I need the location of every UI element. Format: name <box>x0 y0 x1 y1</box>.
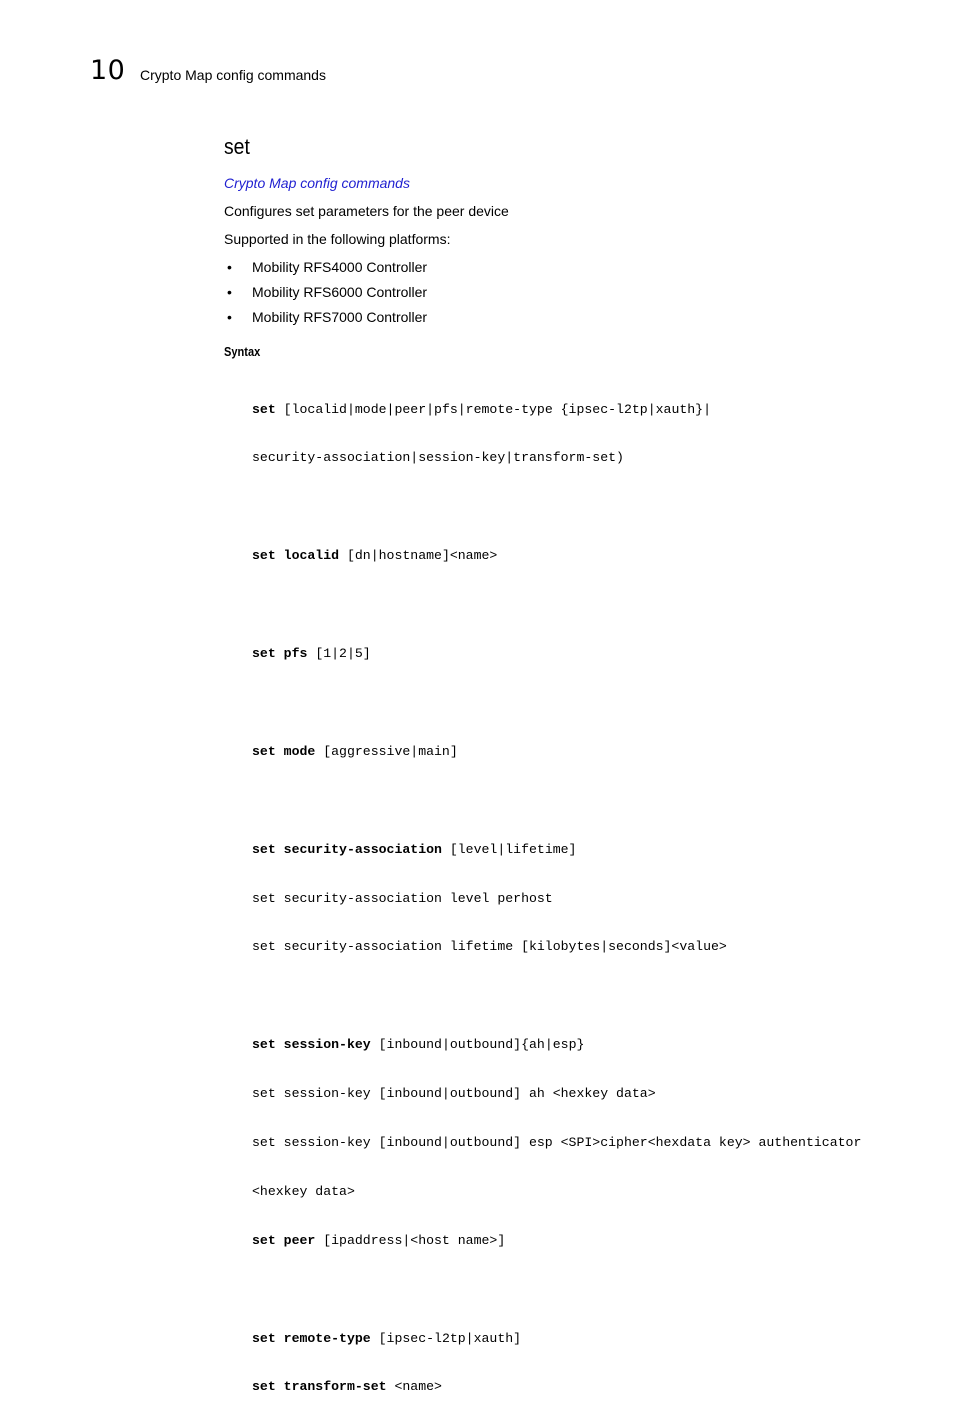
code-args: [ipsec-l2tp|xauth] <box>370 1330 522 1346</box>
code-line <box>252 646 861 662</box>
command-description: Configures set parameters for the peer device <box>224 203 509 219</box>
code-args: [1|2|5] <box>307 646 371 662</box>
code-keyword: set localid <box>252 548 340 564</box>
bullet-icon: • <box>227 309 232 325</box>
code-args: [aggressive|main] <box>315 743 458 759</box>
code-line <box>252 499 861 515</box>
platforms-intro: Supported in the following platforms: <box>224 231 451 247</box>
code-args: set session-key [inbound|outbound] esp <SPI>cipher<hexdata key> authenticator <box>252 1134 862 1150</box>
list-item <box>224 308 427 333</box>
code-line <box>252 1282 861 1298</box>
platform-name: Mobility RFS6000 Controller <box>252 284 428 300</box>
syntax-heading: Syntax <box>224 344 261 359</box>
code-args: security-association|session-key|transform-set) <box>252 450 624 466</box>
code-line <box>252 842 861 858</box>
code-args: set security-association lifetime [kilobytes|seconds]<value> <box>252 939 727 955</box>
code-keyword: set session-key <box>252 1037 371 1053</box>
code-args: set session-key [inbound|outbound] ah <hexkey data> <box>252 1086 656 1102</box>
code-args: [localid|mode|peer|pfs|remote-type {ipsec-l2tp|xauth}| <box>275 401 712 417</box>
code-line <box>252 402 861 418</box>
code-line <box>252 939 861 955</box>
platform-list <box>224 258 427 333</box>
code-args: [ipaddress|<host name>] <box>315 1232 506 1248</box>
code-keyword: set remote-type <box>252 1330 371 1346</box>
code-line <box>252 1379 861 1395</box>
code-keyword: set transform-set <box>252 1379 387 1395</box>
platform-name: Mobility RFS4000 Controller <box>252 259 428 275</box>
code-keyword: set mode <box>252 743 316 759</box>
code-keyword: set <box>252 401 276 417</box>
code-args: [dn|hostname]<name> <box>339 548 498 564</box>
code-args: [inbound|outbound]{ah|esp} <box>370 1037 585 1053</box>
page-title: set <box>224 134 250 159</box>
code-line <box>252 744 861 760</box>
code-line <box>252 548 861 564</box>
code-keyword: set peer <box>252 1232 316 1248</box>
code-line <box>252 1135 861 1151</box>
code-line <box>252 695 861 711</box>
code-args: set security-association level perhost <box>252 890 553 906</box>
code-line <box>252 988 861 1004</box>
code-line <box>252 793 861 809</box>
chapter-number: 10 <box>90 55 126 86</box>
list-item <box>224 283 427 308</box>
code-args: [level|lifetime] <box>441 841 577 857</box>
code-keyword: set pfs <box>252 646 308 662</box>
code-line <box>252 1086 861 1102</box>
code-line <box>252 1037 861 1053</box>
code-line <box>252 1184 861 1200</box>
chapter-title: Crypto Map config commands <box>140 67 326 83</box>
code-line <box>252 1331 861 1347</box>
code-line <box>252 597 861 613</box>
code-line <box>252 450 861 466</box>
chapter-link[interactable]: Crypto Map config commands <box>224 175 410 191</box>
code-keyword: set security-association <box>252 841 442 857</box>
bullet-icon: • <box>227 284 232 300</box>
code-line <box>252 891 861 907</box>
code-args: <hexkey data> <box>252 1183 355 1199</box>
platform-name: Mobility RFS7000 Controller <box>252 309 428 325</box>
syntax-code-block <box>252 369 861 1428</box>
code-args: <name> <box>386 1379 442 1395</box>
code-line <box>252 1233 861 1249</box>
bullet-icon: • <box>227 259 232 275</box>
list-item <box>224 258 427 283</box>
